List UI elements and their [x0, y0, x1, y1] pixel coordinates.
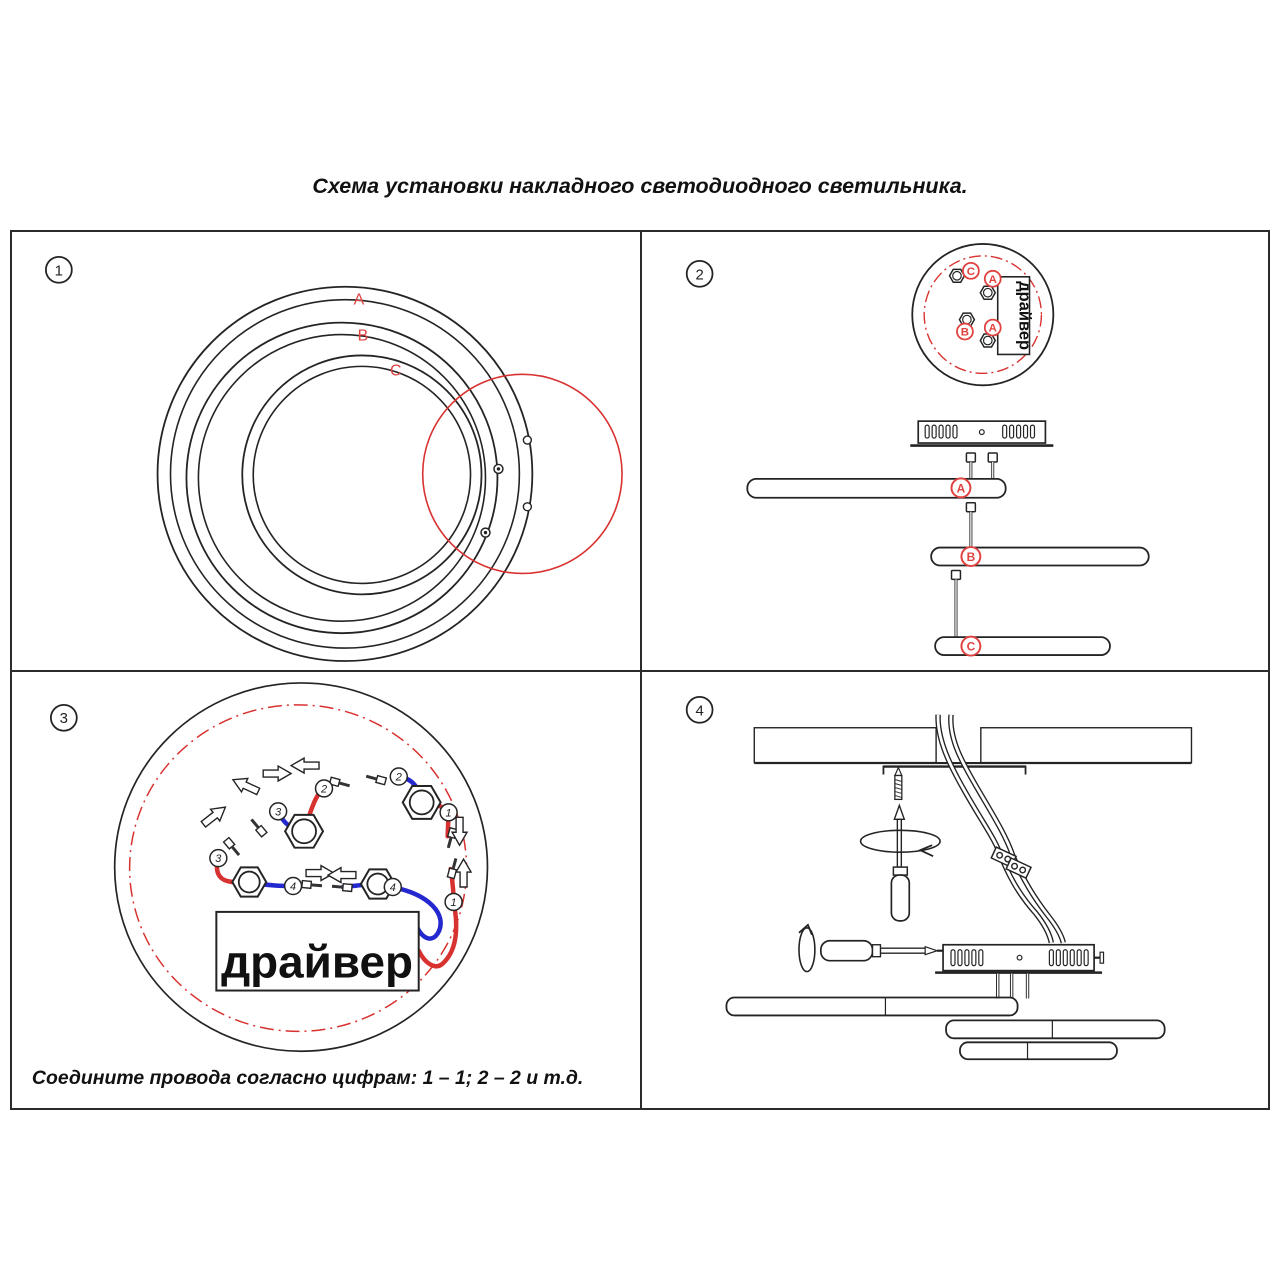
diagram-grid	[10, 230, 1270, 1110]
wire-number-badge	[270, 803, 287, 820]
wire-number-badge	[384, 879, 401, 896]
ring-b	[186, 323, 497, 634]
connector-plug-icon	[249, 817, 267, 837]
step-badge-4	[687, 697, 713, 723]
svg-text:A: A	[988, 322, 997, 335]
wire-nut-icon	[403, 786, 441, 819]
step-number: 3	[59, 710, 68, 728]
direction-arrow-icon	[291, 758, 319, 773]
rotation-arrowhead	[920, 845, 933, 856]
mounting-plate-side-view	[935, 945, 1103, 973]
svg-text:3: 3	[275, 806, 282, 819]
wire-number-badge	[285, 878, 302, 895]
power-cables	[938, 715, 1063, 943]
connector-plug-icon	[332, 883, 352, 892]
bar-a-label: A	[956, 481, 966, 496]
bolt-icon	[481, 528, 490, 537]
connector-plug-icon	[302, 881, 322, 890]
step-number: 1	[54, 262, 64, 280]
mount-point-label-b	[957, 324, 973, 340]
crystal-bar	[946, 1020, 1165, 1038]
svg-text:4: 4	[290, 881, 297, 893]
screw-icon	[988, 453, 997, 479]
mounting-holes	[481, 436, 531, 537]
ring-c	[242, 355, 481, 594]
crystal-bar	[960, 1042, 1117, 1059]
crystal-bar	[726, 998, 1017, 1016]
direction-arrow-icon	[263, 766, 291, 781]
connector-plug-icon	[365, 773, 386, 785]
ceiling-base-top-view	[912, 244, 1053, 385]
ceiling	[754, 728, 1191, 763]
wiring-note: Соедините провода согласно цифрам: 1 – 1; 2 – 2 и т.д.	[31, 1067, 584, 1090]
direction-arrow-icon	[199, 801, 230, 830]
page-title: Схема установки накладного светодиодного светильника.	[312, 174, 968, 198]
ring-a	[158, 287, 533, 661]
wire-nut-icon	[285, 815, 323, 848]
step-badge-2	[687, 261, 713, 287]
svg-text:C: C	[966, 265, 976, 278]
fixture-base-outline	[115, 683, 488, 1051]
bolt-icon	[494, 464, 503, 473]
screw-icon	[966, 453, 975, 479]
screw-icon	[966, 503, 975, 548]
crystal-bar-c	[935, 637, 1110, 656]
wire-number-badge	[210, 850, 227, 867]
screwdriver-horizontal-icon	[799, 925, 947, 972]
wire-number-badge	[390, 768, 407, 785]
wire-number-badge	[316, 780, 333, 797]
svg-text:2: 2	[320, 783, 328, 796]
direction-arrow-icon	[306, 866, 334, 881]
direction-arrow-icon	[456, 859, 471, 887]
svg-text:4: 4	[389, 881, 396, 894]
panel-4-mounting-diagram	[640, 670, 1266, 1108]
svg-text:B: B	[960, 326, 970, 339]
bar-b-label: B	[966, 549, 976, 565]
ring-c-label: C	[390, 362, 402, 380]
bar-c-label: C	[966, 639, 976, 654]
direction-arrow-icon	[230, 773, 262, 798]
hole-icon	[523, 436, 531, 444]
mount-point-label-a2	[985, 320, 1001, 336]
driver-label: драйвер	[221, 936, 413, 988]
svg-text:1: 1	[445, 807, 452, 820]
crystal-bars-assembled	[726, 998, 1164, 1060]
screw-icon	[1094, 952, 1103, 963]
step-badge-3	[51, 705, 77, 731]
mount-point-label-a	[985, 271, 1001, 287]
wire-nut-icon	[232, 867, 266, 896]
screwdriver-vertical-icon	[861, 805, 940, 920]
mount-point-label-c	[963, 263, 979, 279]
hole-icon	[523, 503, 531, 511]
driver-box	[216, 912, 418, 991]
connector-plug-icon	[447, 858, 459, 879]
mounting-plate-side-view	[910, 421, 1053, 445]
direction-arrow-icon	[328, 868, 356, 883]
support-posts	[998, 974, 1028, 999]
ring-a-label: A	[353, 291, 365, 309]
wire-number-badge	[440, 804, 457, 821]
hex-nut-icon	[980, 286, 995, 299]
svg-text:1: 1	[450, 896, 457, 909]
screw-icon	[895, 768, 902, 800]
step-badge-1	[46, 257, 72, 283]
step-number: 4	[695, 703, 704, 720]
panel-3-wiring-diagram	[12, 670, 640, 1108]
wire-number-badge	[445, 893, 462, 910]
crystal-bar-b	[931, 547, 1149, 566]
svg-text:3: 3	[215, 853, 222, 866]
step-number: 2	[695, 267, 704, 284]
screw-icon	[952, 570, 961, 637]
svg-text:A: A	[988, 273, 997, 286]
crystal-bar-a	[747, 478, 1005, 497]
driver-label: драйвер	[1015, 281, 1034, 350]
ceiling-base-outline-circle	[423, 374, 622, 573]
panel-1-rings-diagram	[12, 232, 640, 670]
ring-b-label: B	[357, 327, 369, 345]
svg-text:2: 2	[395, 771, 402, 784]
panel-2-exploded-view	[640, 232, 1266, 670]
